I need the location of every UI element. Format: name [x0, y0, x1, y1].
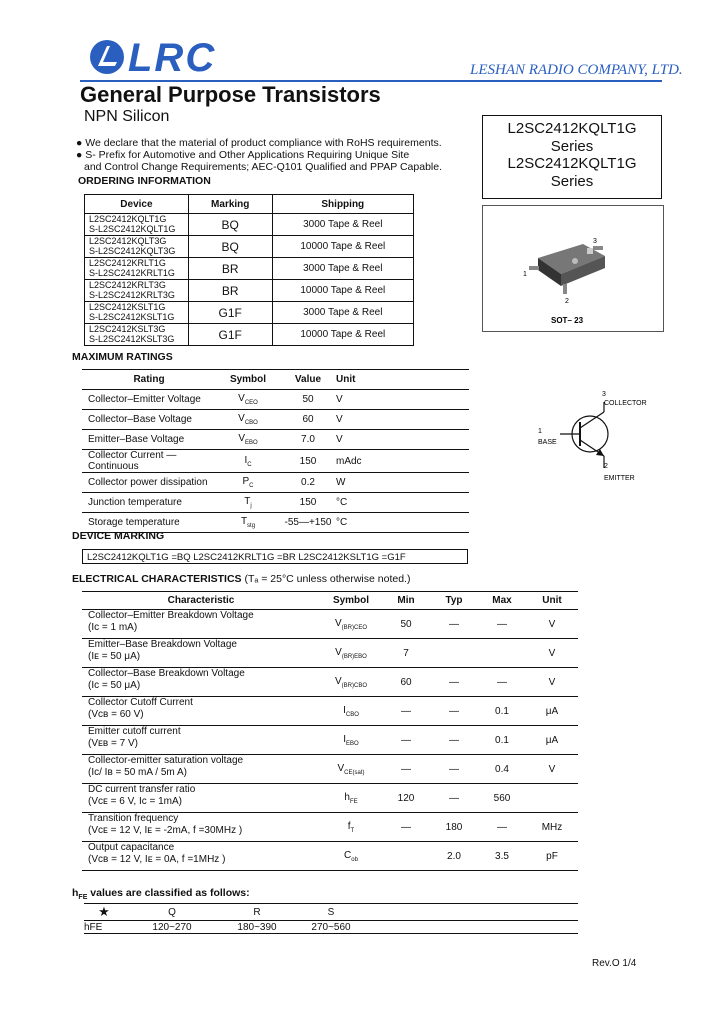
rat-sym-sub: CEO	[244, 400, 258, 406]
hfe-col-q: Q	[168, 906, 176, 918]
elec-characteristic	[82, 610, 320, 639]
ord-device-1: L2SC2412KSLT1G	[89, 302, 166, 312]
elec-unit: V	[526, 639, 578, 668]
elec-char-line2: (Vᴇʙ = 7 V)	[88, 738, 138, 749]
elec-max: 0.4	[478, 755, 526, 784]
hfe-heading-sub: FE	[78, 894, 88, 902]
sch-base-label: BASE	[538, 439, 557, 446]
elec-char-line1: Collector-emitter saturation voltage	[88, 755, 244, 766]
ordering-row	[85, 258, 414, 280]
elec-char-line1: DC current transfer ratio	[88, 784, 196, 795]
rat-rating: Collector–Base Voltage	[82, 410, 216, 430]
elec-symbol	[320, 842, 382, 871]
elec-sym: V	[337, 762, 345, 774]
rat-value: -55—+150	[280, 513, 336, 533]
elec-characteristic	[82, 813, 320, 842]
ord-device-2: S-L2SC2412KRLT3G	[89, 289, 175, 300]
part-line-1: L2SC2412KQLT1G	[507, 120, 637, 137]
elec-min: —	[382, 755, 430, 784]
sch-pin-b: 1	[538, 428, 542, 435]
package-name: SOT– 23	[551, 316, 584, 325]
pkg-pin-2: 2	[565, 298, 569, 305]
elec-sym-sub: CBO	[345, 711, 359, 718]
rat-value: 60	[280, 410, 336, 430]
elec-char-line2: (Iᴇ = 50 μA)	[88, 651, 141, 662]
rating-row	[82, 493, 469, 513]
elec-typ: —	[430, 610, 478, 639]
elec-min: 7	[382, 639, 430, 668]
rat-rating: Collector power dissipation	[82, 473, 216, 493]
elec-symbol	[320, 755, 382, 784]
ord-marking: BQ	[188, 214, 272, 236]
elec-char-line2: (Vᴄᴇ = 6 V, Iᴄ = 1mA)	[88, 796, 183, 807]
ord-marking: BR	[188, 280, 272, 302]
elec-sym-sub: (BR)EBO	[341, 653, 367, 660]
logo-text: LRC	[128, 36, 217, 80]
rat-unit: V	[336, 410, 469, 430]
rat-unit: °C	[336, 513, 469, 533]
hfe-heading	[72, 887, 250, 901]
rat-symbol	[216, 473, 280, 493]
ord-shipping: 3000 Tape & Reel	[272, 214, 413, 236]
electrical-row	[82, 668, 578, 697]
elec-header-symbol: Symbol	[320, 592, 382, 610]
hfe-star-icon: ★	[98, 904, 110, 919]
elec-sym: h	[344, 791, 350, 803]
elec-min: —	[382, 697, 430, 726]
note-s-prefix: ● S- Prefix for Automotive and Other Applications Requiring Unique Site	[76, 149, 410, 161]
ord-device	[85, 236, 189, 258]
rating-row	[82, 430, 469, 450]
electrical-row	[82, 755, 578, 784]
elec-sym-sub: EBO	[346, 740, 359, 747]
elec-symbol	[320, 610, 382, 639]
rat-header-symbol: Symbol	[216, 370, 280, 390]
electrical-row	[82, 639, 578, 668]
elec-typ: —	[430, 697, 478, 726]
electrical-row	[82, 784, 578, 813]
ordering-row	[85, 280, 414, 302]
rat-sym-sub: EBO	[245, 440, 258, 446]
ord-marking: BQ	[188, 236, 272, 258]
lrc-logo-icon	[90, 40, 124, 74]
ordering-row	[85, 302, 414, 324]
elec-char-line1: Collector–Base Breakdown Voltage	[88, 668, 245, 679]
ord-device	[85, 214, 189, 236]
rat-sym: I	[244, 454, 248, 466]
page-title: General Purpose Transistors	[80, 82, 381, 107]
electrical-row	[82, 842, 578, 871]
electrical-heading-note: (Tₐ = 25°C unless otherwise noted.)	[244, 573, 411, 585]
elec-char-line2: (Vᴄᴇ = 12 V, Iᴇ = -2mA, f =30MHz )	[88, 825, 243, 836]
rat-symbol	[216, 410, 280, 430]
rat-header-rating: Rating	[82, 370, 216, 390]
elec-char-line1: Collector Cutoff Current	[88, 697, 193, 708]
ord-device-1: L2SC2412KRLT3G	[89, 280, 166, 290]
ord-header-shipping: Shipping	[272, 195, 413, 214]
elec-sym: I	[343, 704, 346, 716]
hfe-col-s: S	[327, 906, 335, 918]
ordering-row	[85, 324, 414, 346]
pkg-pin-1: 1	[523, 271, 527, 278]
elec-min	[382, 842, 430, 871]
elec-min: —	[382, 726, 430, 755]
rat-sym: V	[238, 393, 245, 404]
elec-characteristic	[82, 639, 320, 668]
elec-max: —	[478, 813, 526, 842]
rat-sym: T	[240, 516, 248, 527]
rat-symbol	[216, 430, 280, 450]
hfe-row-label: hFE	[84, 921, 103, 933]
elec-sym: C	[344, 849, 352, 861]
part-line-3: L2SC2412KQLT1G	[507, 155, 637, 172]
sch-pin-e: 2	[604, 463, 608, 470]
hfe-table	[84, 903, 578, 934]
elec-min: 60	[382, 668, 430, 697]
elec-typ: 180	[430, 813, 478, 842]
elec-sym: V	[334, 617, 342, 629]
rat-sym: V	[238, 433, 245, 444]
elec-sym-sub: CE(sat)	[344, 769, 365, 776]
rat-value: 150	[280, 450, 336, 473]
ord-device-2: S-L2SC2412KQLT1G	[89, 223, 176, 234]
elec-min: —	[382, 813, 430, 842]
elec-char-line1: Output capacitance	[88, 842, 175, 853]
elec-char-line2: (Vᴄʙ = 60 V)	[88, 709, 144, 720]
elec-characteristic	[82, 784, 320, 813]
elec-sym-sub: T	[350, 827, 355, 834]
elec-sym-sub: FE	[349, 798, 358, 805]
elec-max: 3.5	[478, 842, 526, 871]
device-marking-heading: DEVICE MARKING	[72, 530, 165, 542]
page-subtitle: NPN Silicon	[84, 108, 170, 125]
elec-max: —	[478, 610, 526, 639]
hfe-heading-rest: values are classified as follows:	[87, 887, 250, 899]
part-line-2: Series	[550, 137, 594, 155]
rat-unit: W	[336, 473, 469, 493]
hfe-range-q: 120~270	[152, 921, 192, 933]
rat-rating: Collector–Emitter Voltage	[82, 390, 216, 410]
elec-sym: f	[347, 820, 351, 832]
company-name: LESHAN RADIO COMPANY, LTD.	[470, 62, 683, 78]
rat-sym-sub: CBO	[244, 420, 258, 426]
elec-characteristic	[82, 842, 320, 871]
elec-char-line1: Collector–Emitter Breakdown Voltage	[88, 610, 254, 621]
ord-device-1: L2SC2412KQLT1G	[89, 214, 167, 224]
ord-shipping: 3000 Tape & Reel	[272, 258, 413, 280]
elec-header-min: Min	[382, 592, 430, 610]
electrical-row	[82, 813, 578, 842]
elec-sym: I	[343, 733, 347, 745]
package-box	[482, 205, 664, 332]
ord-device-2: S-L2SC2412KSLT3G	[89, 333, 175, 344]
elec-unit: pF	[526, 842, 578, 871]
hfe-range-r: 180~390	[237, 921, 277, 933]
rat-value: 150	[280, 493, 336, 513]
elec-unit: μA	[526, 697, 578, 726]
elec-min: 50	[382, 610, 430, 639]
rat-value: 7.0	[280, 430, 336, 450]
ord-marking: BR	[188, 258, 272, 280]
elec-typ: —	[430, 726, 478, 755]
rat-sym-sub: j	[250, 503, 252, 509]
rat-rating: Storage temperature	[82, 513, 216, 533]
rat-sym-sub: stg	[247, 523, 256, 529]
rating-row	[82, 390, 469, 410]
ord-device-2: S-L2SC2412KSLT1G	[89, 311, 175, 322]
rat-sym: V	[238, 413, 245, 424]
elec-sym-sub: (BR)CEO	[341, 624, 367, 631]
elec-header-max: Max	[478, 592, 526, 610]
elec-symbol	[320, 813, 382, 842]
ordering-row	[85, 236, 414, 258]
ord-device	[85, 324, 189, 346]
ord-device-2: S-L2SC2412KQLT3G	[89, 245, 176, 256]
elec-char-line2: (Iᴄ/ Iʙ = 50 mA / 5m A)	[88, 767, 187, 778]
hfe-col-r: R	[253, 906, 261, 918]
elec-unit: V	[526, 668, 578, 697]
electrical-row	[82, 697, 578, 726]
elec-header-unit: Unit	[526, 592, 578, 610]
elec-characteristic	[82, 668, 320, 697]
rat-unit: V	[336, 390, 469, 410]
part-line-4: Series	[550, 172, 594, 190]
rat-rating: Collector Current — Continuous	[82, 450, 216, 473]
npn-schematic-icon	[530, 388, 670, 488]
elec-symbol	[320, 668, 382, 697]
rating-row	[82, 450, 469, 473]
elec-symbol	[320, 726, 382, 755]
elec-max: —	[478, 668, 526, 697]
electrical-heading	[72, 573, 410, 585]
sch-pin-c: 3	[602, 391, 606, 398]
revision: Rev.O 1/4	[592, 958, 637, 969]
ord-shipping: 10000 Tape & Reel	[272, 324, 413, 346]
note-aec: and Control Change Requirements; AEC-Q101 Qualified and PPAP Capable.	[84, 161, 442, 173]
elec-typ: 2.0	[430, 842, 478, 871]
note-rohs: ● We declare that the material of product compliance with RoHS requirements.	[76, 137, 442, 149]
ord-device	[85, 280, 189, 302]
ord-shipping: 10000 Tape & Reel	[272, 236, 413, 258]
rat-rating: Emitter–Base Voltage	[82, 430, 216, 450]
rat-value: 0.2	[280, 473, 336, 493]
ord-device-2: S-L2SC2412KRLT1G	[89, 267, 175, 278]
ordering-heading: ORDERING INFORMATION	[78, 175, 211, 187]
rat-header-unit: Unit	[336, 370, 469, 390]
rat-unit: mAdc	[336, 450, 469, 473]
ord-shipping: 3000 Tape & Reel	[272, 302, 413, 324]
max-ratings-table	[82, 369, 469, 533]
elec-unit: μA	[526, 726, 578, 755]
elec-typ: —	[430, 755, 478, 784]
electrical-row	[82, 726, 578, 755]
rating-row	[82, 410, 469, 430]
pkg-pin-3: 3	[593, 238, 597, 245]
ord-header-device: Device	[85, 195, 189, 214]
part-number-box	[482, 115, 662, 199]
ord-device-1: L2SC2412KSLT3G	[89, 324, 166, 334]
elec-typ: —	[430, 668, 478, 697]
rat-sym-sub: C	[249, 483, 254, 489]
ord-device-1: L2SC2412KRLT1G	[89, 258, 166, 268]
rat-sym: T	[244, 496, 251, 507]
rat-symbol	[216, 450, 280, 473]
ord-marking: G1F	[188, 324, 272, 346]
elec-typ: —	[430, 784, 478, 813]
rating-row	[82, 473, 469, 493]
elec-characteristic	[82, 726, 320, 755]
rat-header-value: Value	[280, 370, 336, 390]
elec-sym-sub: ob	[351, 856, 358, 863]
elec-char-line2: (Iᴄ = 1 mA)	[88, 622, 138, 633]
rat-unit: V	[336, 430, 469, 450]
sch-emitter-label: EMITTER	[604, 475, 635, 482]
elec-min: 120	[382, 784, 430, 813]
elec-unit: V	[526, 755, 578, 784]
hfe-heading-sym: h	[72, 887, 79, 899]
elec-characteristic	[82, 697, 320, 726]
ordering-row	[85, 214, 414, 236]
elec-max: 0.1	[478, 726, 526, 755]
rat-value: 50	[280, 390, 336, 410]
ordering-table	[84, 194, 414, 346]
elec-max	[478, 639, 526, 668]
elec-char-line1: Transition frequency	[88, 813, 179, 824]
max-ratings-heading: MAXIMUM RATINGS	[72, 351, 173, 363]
elec-characteristic	[82, 755, 320, 784]
electrical-row	[82, 610, 578, 639]
elec-max: 0.1	[478, 697, 526, 726]
ord-marking: G1F	[188, 302, 272, 324]
elec-sym-sub: (BR)CBO	[341, 682, 367, 689]
elec-header-characteristic: Characteristic	[82, 592, 320, 610]
elec-typ	[430, 639, 478, 668]
ord-device	[85, 258, 189, 280]
elec-char-line1: Emitter–Base Breakdown Voltage	[88, 639, 237, 650]
ord-shipping: 10000 Tape & Reel	[272, 280, 413, 302]
elec-symbol	[320, 639, 382, 668]
hfe-range-s: 270~560	[311, 921, 351, 933]
ord-device-1: L2SC2412KQLT3G	[89, 236, 167, 246]
electrical-heading-title: ELECTRICAL CHARACTERISTICS	[72, 573, 242, 585]
elec-max: 560	[478, 784, 526, 813]
ord-device	[85, 302, 189, 324]
elec-char-line1: Emitter cutoff current	[88, 726, 181, 737]
electrical-table	[82, 591, 578, 871]
rat-sym: P	[242, 476, 250, 487]
elec-sym: V	[334, 675, 342, 687]
elec-symbol	[320, 697, 382, 726]
sch-collector-label: COLLECTOR	[604, 400, 647, 407]
rat-symbol	[216, 493, 280, 513]
rat-sym-sub: C	[247, 461, 252, 468]
elec-unit	[526, 784, 578, 813]
ord-header-marking: Marking	[188, 195, 272, 214]
rat-symbol	[216, 390, 280, 410]
elec-char-line2: (Iᴄ = 50 μA)	[88, 680, 141, 691]
elec-sym: V	[335, 646, 342, 658]
elec-unit: V	[526, 610, 578, 639]
elec-header-typ: Typ	[430, 592, 478, 610]
device-marking-box: L2SC2412KQLT1G =BQ L2SC2412KRLT1G =BR L2SC2412KSLT1G =G1F	[82, 549, 468, 564]
rat-symbol	[216, 513, 280, 533]
elec-symbol	[320, 784, 382, 813]
elec-unit: MHz	[526, 813, 578, 842]
rat-unit: °C	[336, 493, 469, 513]
sot23-package-icon	[483, 206, 663, 331]
rat-rating: Junction temperature	[82, 493, 216, 513]
elec-char-line2: (Vᴄʙ = 12 V, Iᴇ = 0A, f =1MHz )	[88, 854, 226, 865]
